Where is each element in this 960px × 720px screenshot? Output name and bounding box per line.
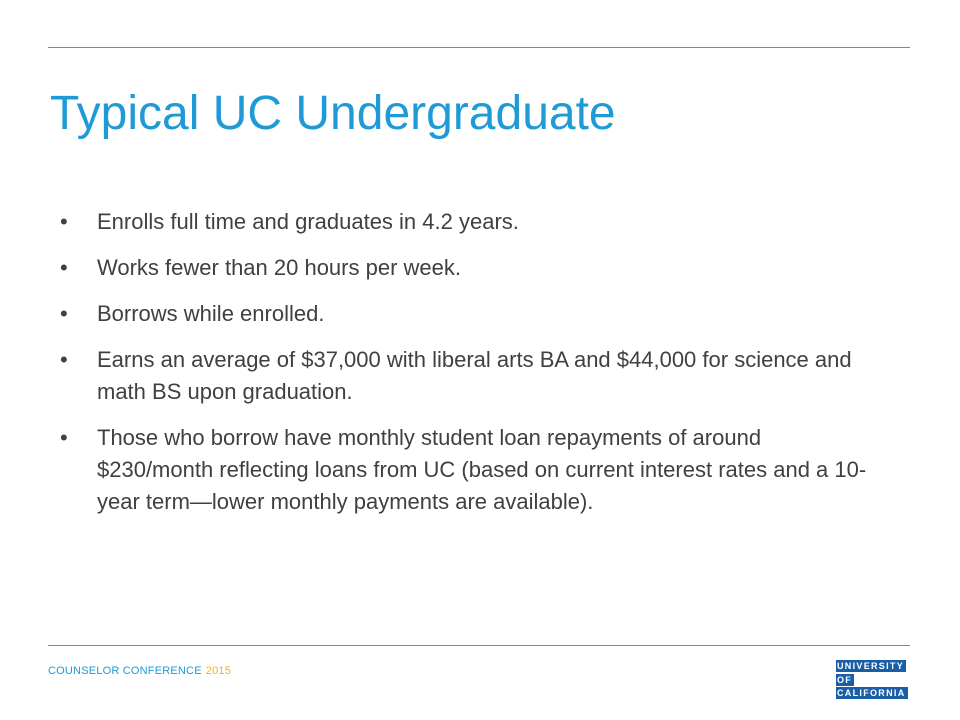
bullet-item xyxy=(50,206,870,238)
bottom-divider xyxy=(48,645,910,646)
bullet-dot-icon: • xyxy=(60,347,68,372)
footer-caption xyxy=(48,664,231,678)
bullet-item xyxy=(50,252,870,284)
logo-line-university: UNIVERSITY xyxy=(837,661,905,671)
logo-line-of: OF xyxy=(837,674,853,685)
bullet-dot-icon: • xyxy=(60,209,68,234)
slide-title: Typical UC Undergraduate xyxy=(50,87,616,140)
bullet-item xyxy=(50,422,870,518)
bullet-text: Enrolls full time and graduates in 4.2 years. xyxy=(97,209,519,234)
bullet-list xyxy=(50,206,870,532)
bullet-text: Those who borrow have monthly student loan repayments of around $230/month reflecting loans from UC (based on current interest rates and a 10-year term—lower monthly payments are available). xyxy=(97,425,867,514)
bullet-text: Earns an average of $37,000 with liberal arts BA and $44,000 for science and math BS upon graduation. xyxy=(97,347,852,404)
bullet-item xyxy=(50,298,870,330)
footer-year: 2015 xyxy=(205,665,232,677)
bullet-dot-icon: • xyxy=(60,255,68,280)
bullet-text: Borrows while enrolled. xyxy=(97,301,325,326)
bullet-item xyxy=(50,344,870,408)
bullet-dot-icon: • xyxy=(60,301,68,326)
top-divider xyxy=(48,47,910,48)
bullet-text: Works fewer than 20 hours per week. xyxy=(97,255,461,280)
bullet-dot-icon: • xyxy=(60,425,68,450)
footer-conference: COUNSELOR CONFERENCE xyxy=(48,665,202,677)
university-logo xyxy=(834,660,910,701)
logo-line-california: CALIFORNIA xyxy=(837,688,906,698)
